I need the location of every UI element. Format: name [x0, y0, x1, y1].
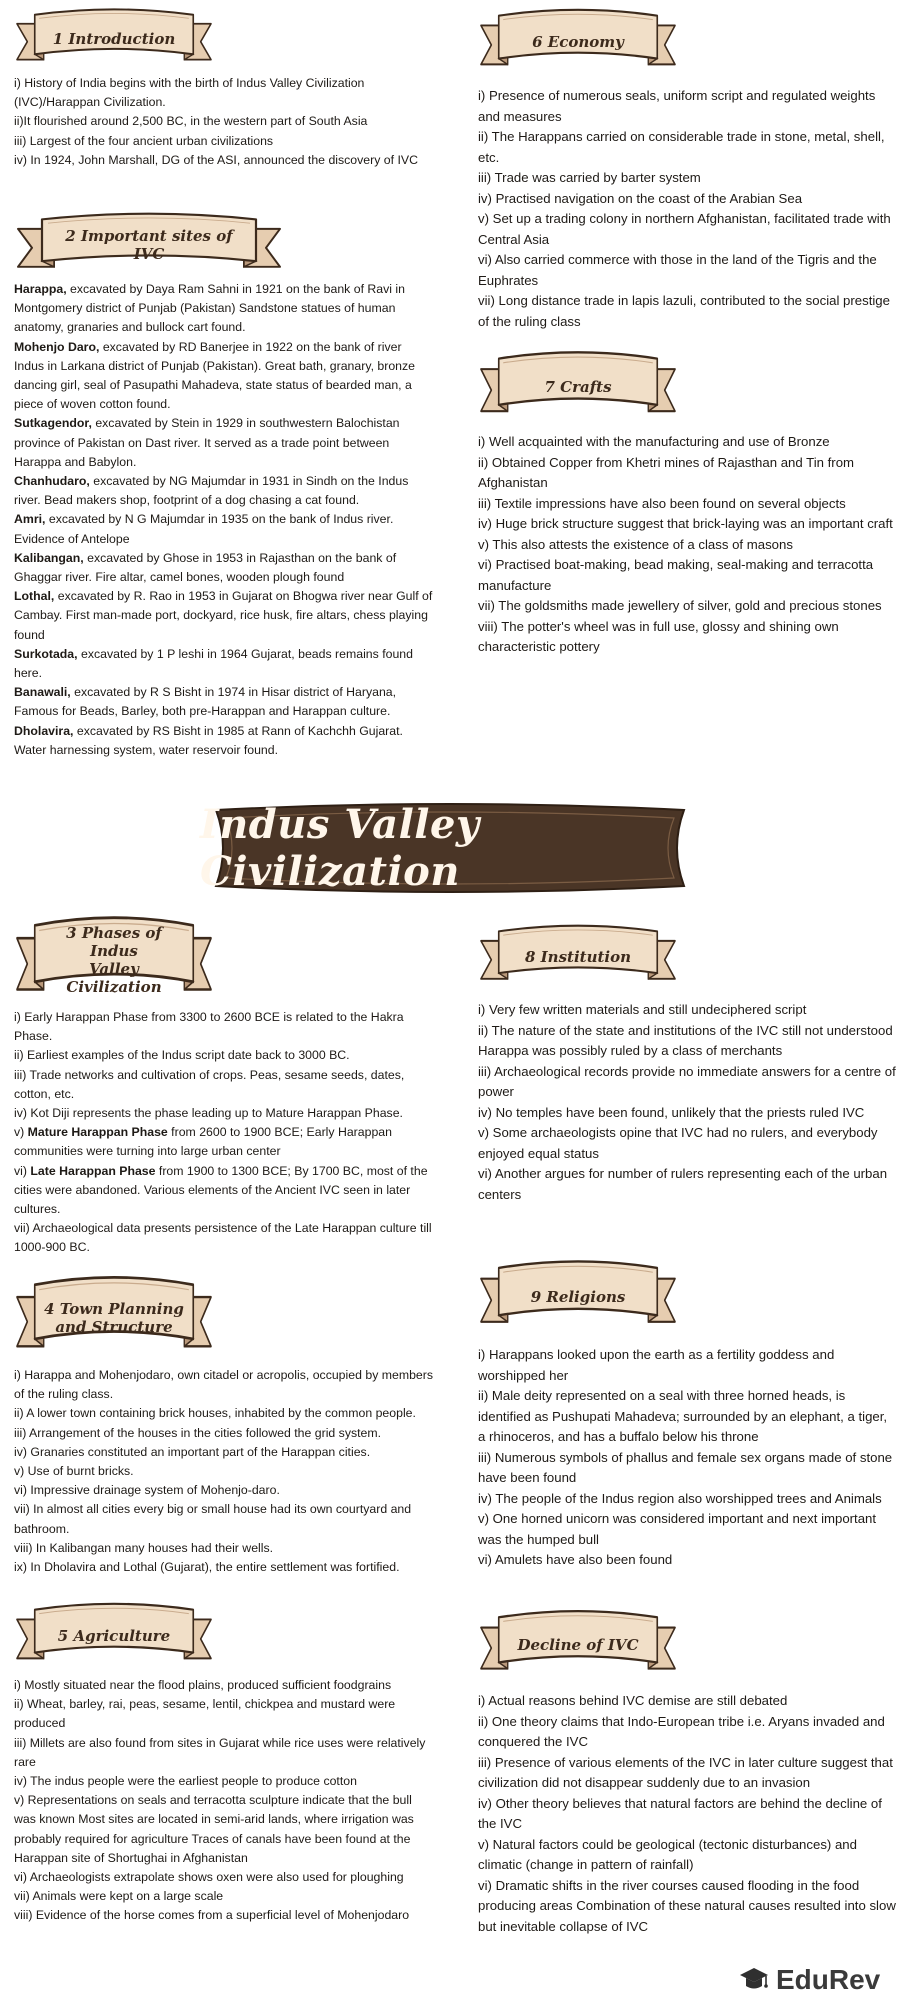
list-item: vi) Late Harappan Phase from 1900 to 1300 BCE; By 1700 BC, most of the cities were abandoned. Various elements of the Ancient IVC seen in later cultures. — [14, 1163, 428, 1217]
banner-town-planning — [14, 1270, 214, 1366]
list-item: Surkotada, excavated by 1 P leshi in 1964 Gujarat, beads remains found here. — [14, 646, 413, 681]
main-title-banner — [200, 796, 700, 900]
list-item: ii) A lower town containing brick houses, inhabited by the common people. — [14, 1406, 416, 1421]
list-item: ix) In Dholavira and Lothal (Gujarat), the entire settlement was fortified. — [14, 1560, 400, 1575]
list-item: ii) Wheat, barley, rai, peas, sesame, lentil, chickpea and mustard were produced — [14, 1697, 396, 1731]
list-item: vii) Animals were kept on a large scale — [14, 1889, 224, 1904]
page-title: Indus Valley Civilization — [200, 801, 480, 895]
graduation-cap-icon — [738, 1965, 770, 1995]
section-town-planning — [14, 1270, 434, 1577]
section-title: 2 Important sites of IVC — [65, 227, 233, 263]
list-item: vii) The goldsmiths made jewellery of silver, gold and precious stones — [478, 598, 882, 613]
list-item: v) Use of burnt bricks. — [14, 1464, 134, 1479]
list-item: iv) Practised navigation on the coast of the Arabian Sea — [478, 190, 803, 206]
section-title: 3 Phases of Indus Valley Civilization — [66, 924, 162, 996]
section-decline — [478, 1605, 898, 1937]
list-item: ii) The nature of the state and institutions of the IVC still not understood Harappa was possibly ruled by a class of merchants — [478, 1022, 893, 1058]
list-item: Banawali, excavated by R S Bisht in 1974 in Hisar district of Haryana, Famous for Beads, Barley, both pre-Harappan and Harappan culture. — [14, 685, 397, 719]
list-item: viii) The potter's wheel was in full use, glossy and shining own characteristic pottery — [478, 618, 839, 654]
list-item: vi) Impressive drainage system of Mohenjo-daro. — [14, 1483, 280, 1498]
section-title: 8 Institution — [524, 948, 632, 966]
list-item: i) Well acquainted with the manufacturing and use of Bronze — [478, 434, 830, 449]
list-item: iii) Textile impressions have also been found on several objects — [478, 495, 846, 511]
banner-religions — [478, 1255, 678, 1339]
list-item: iv) The people of the Indus region also worshipped trees and Animals — [478, 1490, 882, 1506]
list-item: vii) Long distance trade in lapis lazuli, contributed to the social prestige of the ruling class — [478, 293, 890, 329]
section-religions — [478, 1255, 898, 1571]
list-item: iii) Numerous symbols of phallus and female sex organs made of stone have been found — [478, 1449, 893, 1485]
section-title: 4 Town Planning and Structure — [44, 1300, 184, 1336]
section-title: 7 Crafts — [544, 378, 612, 396]
logo-text: EduRev — [776, 1964, 881, 1995]
banner-important-sites — [14, 208, 284, 282]
banner-introduction — [14, 4, 214, 74]
list-item: iii) Trade networks and cultivation of crops. Peas, sesame seeds, dates, cotton, etc. — [14, 1067, 405, 1101]
section-introduction — [14, 4, 434, 170]
edurev-logo[interactable] — [738, 1962, 888, 1998]
section-important-sites — [14, 208, 434, 760]
list-item: ii) Male deity represented on a seal with three horned heads, is identified as Pushupati Mahadeva; surrounded by an elephant, a tiger, a rhinoceros, and has a buffalo below his throne — [478, 1388, 888, 1444]
section-phases — [14, 910, 434, 1258]
list-item: ii) One theory claims that Indo-European tribe i.e. Aryans invaded and conquered the IVC — [478, 1713, 885, 1749]
list-item: iii) Arrangement of the houses in the cities followed the grid system. — [14, 1425, 382, 1440]
list-item: iii) Millets are also found from sites in Gujarat while rice uses were relatively rare — [14, 1735, 426, 1769]
list-item: v) Natural factors could be geological (tectonic disturbances) and climatic (change in pattern of rainfall) — [478, 1836, 857, 1872]
list-item: viii) In Kalibangan many houses had their wells. — [14, 1540, 274, 1555]
list-item: Amri, excavated by N G Majumdar in 1935 on the bank of Indus river. Evidence of Antelope — [14, 512, 394, 546]
banner-institution — [478, 920, 678, 994]
list-item: iv) Kot Diji represents the phase leading up to Mature Harappan Phase. — [14, 1106, 403, 1121]
list-item: v) One horned unicorn was considered important and next important was the humped bull — [478, 1511, 877, 1547]
section-title: 1 Introduction — [52, 30, 176, 48]
list-item: iii) Archaeological records provide no immediate answers for a centre of power — [478, 1063, 896, 1099]
list-item: vi) Practised boat-making, bead making, seal-making and terracotta manufacture — [478, 557, 874, 593]
list-item: iv) The indus people were the earliest people to produce cotton — [14, 1774, 357, 1789]
list-item: i) Presence of numerous seals, uniform script and regulated weights and measures — [478, 88, 876, 124]
list-item: Kalibangan, excavated by Ghose in 1953 in Rajasthan on the bank of Ghaggar river. Fire altar, camel bones, wooden plough found — [14, 550, 397, 585]
list-item: v) Some archaeologists opine that IVC had no rulers, and everybody enjoyed equal status — [478, 1125, 878, 1161]
list-item: v) Set up a trading colony in northern Afghanistan, facilitated trade with Central Asia — [478, 211, 891, 247]
list-item: ii)It flourished around 2,500 BC, in the western part of South Asia — [14, 114, 368, 129]
list-item: ii) Obtained Copper from Khetri mines of Rajasthan and Tin from Afghanistan — [478, 454, 855, 490]
list-item: Dholavira, excavated by RS Bisht in 1985 at Rann of Kachchh Gujarat. Water harnessing system, water reservoir found. — [14, 723, 403, 757]
list-item: iv) Huge brick structure suggest that brick-laying was an important craft — [478, 516, 893, 531]
banner-decline — [478, 1605, 678, 1685]
list-item: i) Harappans looked upon the earth as a fertility goddess and worshipped her — [478, 1347, 835, 1383]
list-item: iii) Largest of the four ancient urban civilizations — [14, 133, 274, 148]
list-item: i) Actual reasons behind IVC demise are still debated — [478, 1693, 788, 1708]
banner-phases — [14, 910, 214, 1010]
section-economy — [478, 4, 898, 332]
list-item: iv) In 1924, John Marshall, DG of the ASI, announced the discovery of IVC — [14, 152, 418, 167]
list-item: vi) Another argues for number of rulers representing each of the urban centers — [478, 1166, 888, 1202]
list-item: iii) Presence of various elements of the IVC in later culture suggest that civilization did not disappear suddenly due to an invasion — [478, 1754, 893, 1790]
section-title: 5 Agriculture — [57, 1627, 171, 1645]
list-item: v) Mature Harappan Phase from 2600 to 1900 BCE; Early Harappan communities were turning into large urban center — [14, 1125, 392, 1159]
list-item: i) Mostly situated near the flood plains, produced sufficient foodgrains — [14, 1678, 392, 1692]
banner-agriculture — [14, 1598, 214, 1674]
list-item: i) Early Harappan Phase from 3300 to 2600 BCE is related to the Hakra Phase. — [14, 1010, 404, 1044]
list-item: viii) Evidence of the horse comes from a superficial level of Mohenjodaro — [14, 1908, 410, 1923]
list-item: iii) Trade was carried by barter system — [478, 170, 701, 185]
list-item: vi) Dramatic shifts in the river courses caused flooding in the food producing areas Combination of these natural causes resulted into slow but inevitable collapse of IVC — [478, 1877, 896, 1934]
section-institution — [478, 920, 898, 1205]
section-title: 6 Economy — [532, 33, 624, 51]
section-agriculture — [14, 1598, 434, 1926]
list-item: v) This also attests the existence of a class of masons — [478, 536, 793, 552]
list-item: v) Representations on seals and terracotta sculpture indicate that the bull was known Most sites are located in semi-arid lands, where irrigation was probably required for agriculture Traces of canals have been found at the Harappan site of Shortughai in Afghanistan — [14, 1793, 414, 1865]
banner-economy — [478, 4, 678, 80]
banner-crafts — [478, 346, 678, 428]
list-item: i) History of India begins with the birth of Indus Valley Civilization (IVC)/Harappan Civilization. — [14, 76, 365, 110]
list-item: i) Very few written materials and still undeciphered script — [478, 1002, 807, 1017]
section-crafts — [478, 346, 898, 658]
list-item: Harappa, excavated by Daya Ram Sahni in 1921 on the bank of Ravi in Montgomery district of Punjab (Pakistan) Sandstone statues of human anatomy, granaries and bullock cart found. — [14, 282, 405, 335]
list-item: Chanhudaro, excavated by NG Majumdar in 1931 in Sindh on the Indus river. Bead makers shop, footprint of a dog chasing a cat found. — [14, 474, 409, 508]
list-item: ii) The Harappans carried on considerable trade in stone, metal, shell, etc. — [478, 129, 885, 165]
list-item: Lothal, excavated by R. Rao in 1953 in Gujarat on Bhogwa river near Gulf of Cambay. First man-made port, dockyard, rice husk, fire altars, chess playing found — [14, 589, 433, 642]
list-item: vi) Amulets have also been found — [478, 1552, 673, 1567]
section-title: Decline of IVC — [517, 1636, 639, 1654]
list-item: iv) Other theory believes that natural factors are behind the decline of the IVC — [478, 1795, 882, 1831]
list-item: vii) Archaeological data presents persistence of the Late Harappan culture till 1000-900 BC. — [14, 1221, 432, 1255]
list-item: Mohenjo Daro, excavated by RD Banerjee in 1922 on the bank of river Indus in Larkana district of Punjab (Pakistan). Great bath, granary, bronze dancing girl, seal of Pasupathi Mahadeva, state status of bearded man, a piece of woven cotton found. — [14, 339, 415, 412]
list-item: Sutkagendor, excavated by Stein in 1929 in southwestern Balochistan province of Pakistan on Dast river. It served as a trade point between Harappa and Babylon. — [14, 416, 400, 469]
list-item: ii) Earliest examples of the Indus script date back to 3000 BC. — [14, 1048, 350, 1063]
section-title: 9 Religions — [530, 1288, 626, 1306]
list-item: iv) No temples have been found, unlikely that the priests ruled IVC — [478, 1104, 865, 1120]
list-item: vi) Also carried commerce with those in the land of the Tigris and the Euphrates — [478, 252, 877, 288]
list-item: iv) Granaries constituted an important part of the Harappan cities. — [14, 1444, 371, 1459]
list-item: vii) In almost all cities every big or small house had its own courtyard and bathroom. — [14, 1502, 412, 1536]
list-item: i) Harappa and Mohenjodaro, own citadel or acropolis, occupied by members of the ruling class. — [14, 1368, 434, 1402]
list-item: vi) Archaeologists extrapolate shows oxen were also used for ploughing — [14, 1870, 404, 1885]
